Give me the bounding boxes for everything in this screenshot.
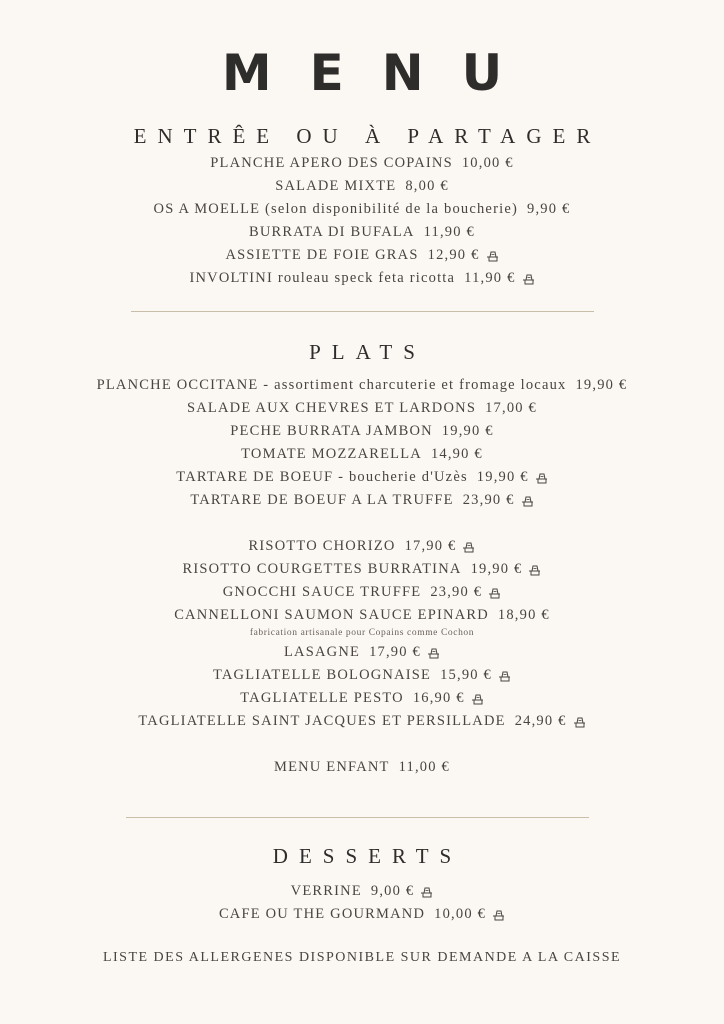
- allergen-notice: LISTE DES ALLERGENES DISPONIBLE SUR DEMANDE A LA CAISSE: [102, 950, 622, 965]
- item-price: 19,90 €: [476, 469, 529, 485]
- item-name: TAGLIATELLE BOLOGNAISE: [212, 667, 432, 683]
- takeaway-box-icon: [573, 716, 586, 728]
- takeaway-box-icon: [492, 909, 505, 921]
- item-price: 17,00 €: [485, 400, 537, 416]
- item-price: 17,90 €: [369, 644, 421, 660]
- menu-item: [0, 535, 724, 558]
- item-name: TARTARE DE BOEUF - boucherie d'Uzès: [176, 469, 468, 485]
- item-price: 10,00 €: [461, 155, 514, 171]
- menu-item: [0, 664, 724, 687]
- menu-item: [0, 152, 724, 175]
- menu-title: MENU: [221, 44, 541, 102]
- desserts-list: [0, 880, 724, 926]
- menu-item: [0, 198, 724, 221]
- takeaway-box-icon: [486, 250, 499, 262]
- takeaway-box-icon: [522, 273, 535, 285]
- item-price: 11,90 €: [464, 270, 516, 286]
- item-name: TARTARE DE BOEUF A LA TRUFFE: [190, 492, 454, 508]
- item-price: 14,90 €: [430, 446, 483, 462]
- item-price: 24,90 €: [514, 713, 567, 729]
- item-name: GNOCCHI SAUCE TRUFFE: [222, 584, 422, 600]
- menu-item: [0, 267, 724, 290]
- menu-item: [0, 489, 724, 512]
- menu-item: [0, 374, 724, 397]
- menu-item: [0, 397, 724, 420]
- item-price: 17,90 €: [404, 538, 457, 554]
- item-price: 23,90 €: [430, 584, 483, 600]
- menu-item: [0, 710, 724, 733]
- item-price: 11,00 €: [398, 759, 450, 775]
- item-name: TOMATE MOZZARELLA: [241, 446, 422, 462]
- takeaway-box-icon: [521, 495, 534, 507]
- item-price: 19,90 €: [470, 561, 523, 577]
- item-price: 12,90 €: [427, 247, 480, 263]
- item-price: 10,00 €: [434, 906, 487, 922]
- takeaway-box-icon: [471, 693, 484, 705]
- menu-item: [0, 558, 724, 581]
- item-name: BURRATA DI BUFALA: [249, 224, 415, 240]
- takeaway-box-icon: [420, 886, 433, 898]
- menu-item: [0, 641, 724, 664]
- menu-item: [0, 443, 724, 466]
- section-divider: [131, 311, 594, 312]
- menu-item: [0, 244, 724, 267]
- menu-item: [0, 903, 724, 926]
- item-price: 9,00 €: [370, 883, 415, 899]
- item-name: VERRINE: [290, 883, 362, 899]
- item-name: OS A MOELLE (selon disponibilité de la boucherie): [153, 201, 518, 217]
- takeaway-box-icon: [462, 541, 475, 553]
- takeaway-box-icon: [528, 564, 541, 576]
- entrees-list: [0, 152, 724, 290]
- item-name: SALADE AUX CHEVRES ET LARDONS: [186, 400, 477, 416]
- menu-item: [0, 687, 724, 710]
- section-title-plats: PLATS: [309, 340, 426, 364]
- menu-item: [0, 175, 724, 198]
- item-price: 19,90 €: [575, 377, 628, 393]
- section-title-desserts: DESSERTS: [272, 844, 463, 868]
- item-price: 15,90 €: [440, 667, 493, 683]
- item-name: PLANCHE APERO DES COPAINS: [210, 155, 453, 171]
- item-name: SALADE MIXTE: [275, 178, 397, 194]
- item-price: 19,90 €: [441, 423, 494, 439]
- menu-item: [0, 880, 724, 903]
- item-name: ASSIETTE DE FOIE GRAS: [225, 247, 419, 263]
- item-price: 9,90 €: [527, 201, 571, 217]
- item-name: PLANCHE OCCITANE - assortiment charcuterie et fromage locaux: [96, 377, 567, 393]
- item-name: CANNELLONI SAUMON SAUCE EPINARD: [174, 607, 489, 623]
- section-divider: [126, 817, 589, 818]
- section-title-entrees: ENTRÊE OU À PARTAGER: [133, 124, 602, 148]
- menu-item: [0, 466, 724, 489]
- menu-item: [0, 756, 724, 779]
- item-name: PECHE BURRATA JAMBON: [230, 423, 433, 439]
- item-note: fabrication artisanale pour Copains comme Cochon: [249, 628, 475, 638]
- plats-list: [0, 374, 724, 779]
- takeaway-box-icon: [427, 647, 440, 659]
- menu-item: [0, 221, 724, 244]
- item-name: TAGLIATELLE PESTO: [240, 690, 404, 706]
- item-name: RISOTTO CHORIZO: [248, 538, 396, 554]
- item-price: 18,90 €: [497, 607, 550, 623]
- item-name: CAFE OU THE GOURMAND: [218, 906, 426, 922]
- menu-item: [0, 604, 724, 627]
- takeaway-box-icon: [498, 670, 511, 682]
- item-name: TAGLIATELLE SAINT JACQUES ET PERSILLADE: [138, 713, 506, 729]
- takeaway-box-icon: [488, 587, 501, 599]
- menu-item: [0, 420, 724, 443]
- item-name: INVOLTINI rouleau speck feta ricotta: [189, 270, 456, 286]
- item-name: MENU ENFANT: [273, 759, 390, 775]
- item-price: 8,00 €: [405, 178, 449, 194]
- item-name: RISOTTO COURGETTES BURRATINA: [182, 561, 462, 577]
- menu-item: [0, 581, 724, 604]
- item-name: LASAGNE: [284, 644, 361, 660]
- item-price: 11,90 €: [423, 224, 475, 240]
- item-price: 16,90 €: [412, 690, 465, 706]
- takeaway-box-icon: [535, 472, 548, 484]
- item-price: 23,90 €: [462, 492, 515, 508]
